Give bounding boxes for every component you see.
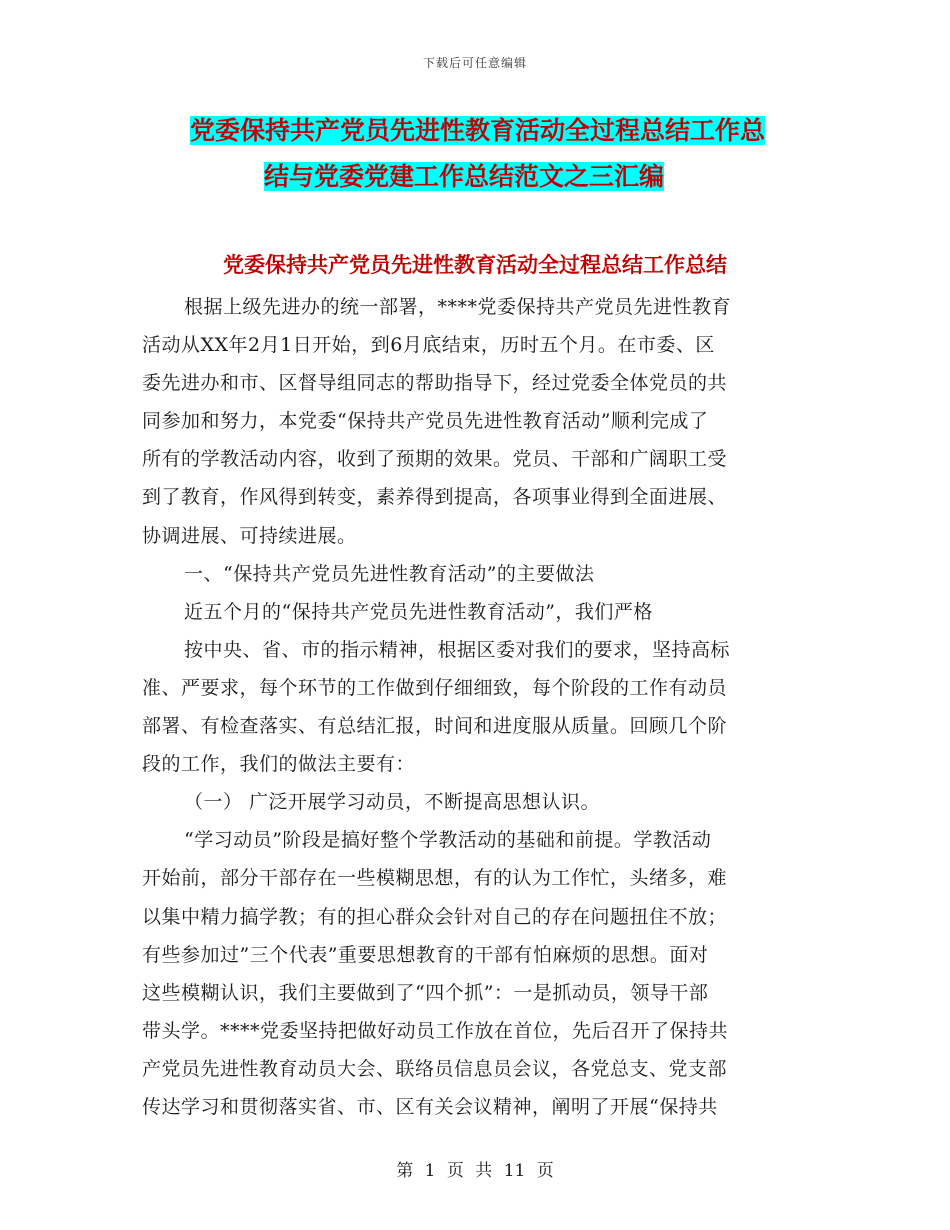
header-note: 下载后可任意编辑 [422,56,527,70]
body-line: 产党员先进性教育动员大会、联络员信息员会议，各党总支、党支部 [142,1057,728,1080]
subsection-heading: （一） 广泛开展学习动员，不断提高思想认识。 [184,791,601,814]
title-line-2: 结与党委党建工作总结范文之三汇编 [264,162,665,191]
body-line: 有些参加过”三个代表”重要思想教育的干部有怕麻烦的思想。面对 [142,943,709,966]
document-title [140,108,820,200]
title-line-1: 党委保持共产党员先进性教育活动全过程总结工作总 [190,116,766,145]
body-text [142,288,798,1126]
body-line: 根据上级先进办的统一部署，****党委保持共产党员先进性教育 [184,296,732,318]
body-line: 部署、有检查落实、有总结汇报，时间和进度服从质量。回顾几个阶 [142,715,728,738]
body-line: 按中央、省、市的指示精神，根据区委对我们的要求，坚持高标 [184,638,731,661]
body-line: 这些模糊认识，我们主要做到了“四个抓”：一是抓动员，领导干部 [142,981,709,1004]
body-line: “学习动员”阶段是搞好整个学教活动的基础和前提。学教活动 [184,829,712,852]
body-line: 带头学。****党委坚持把做好动员工作放在首位，先后召开了保持共 [142,1019,729,1042]
body-line: 近五个月的“保持共产党员先进性教育活动”，我们严格 [184,600,653,623]
body-line: 以集中精力搞学教；有的担心群众会针对自己的存在问题扭住不放； [142,905,728,928]
body-line: 传达学习和贯彻落实省、市、区有关会议精神，阐明了开展“保持共 [142,1095,718,1118]
body-line: 委先进办和市、区督导组同志的帮助指导下，经过党委全体党员的共 [142,372,728,395]
page-number: 第 1 页 共 11 页 [396,1161,554,1181]
body-line: 所有的学教活动内容，收到了预期的效果。党员、干部和广阔职工受 [142,448,728,471]
body-line: 活动从XX年2月1日开始，到6月底结束，历时五个月。在市委、区 [142,334,715,357]
body-line: 同参加和努力，本党委“保持共产党员先进性教育活动”顺利完成了 [142,410,709,433]
body-line: 段的工作，我们的做法主要有： [142,753,416,776]
body-line: 开始前，部分干部存在一些模糊思想，有的认为工作忙，头绪多，难 [142,867,728,890]
body-line: 准、严要求，每个环节的工作做到仔细细致，每个阶段的工作有动员 [142,676,728,699]
body-line: 到了教育，作风得到转变，素养得到提高，各项事业得到全面进展、 [142,486,728,509]
section-heading: 一、“保持共产党员先进性教育活动”的主要做法 [184,562,595,585]
section-title: 党委保持共产党员先进性教育活动全过程总结工作总结 [223,253,727,277]
body-line: 协调进展、可持续进展。 [142,524,357,547]
